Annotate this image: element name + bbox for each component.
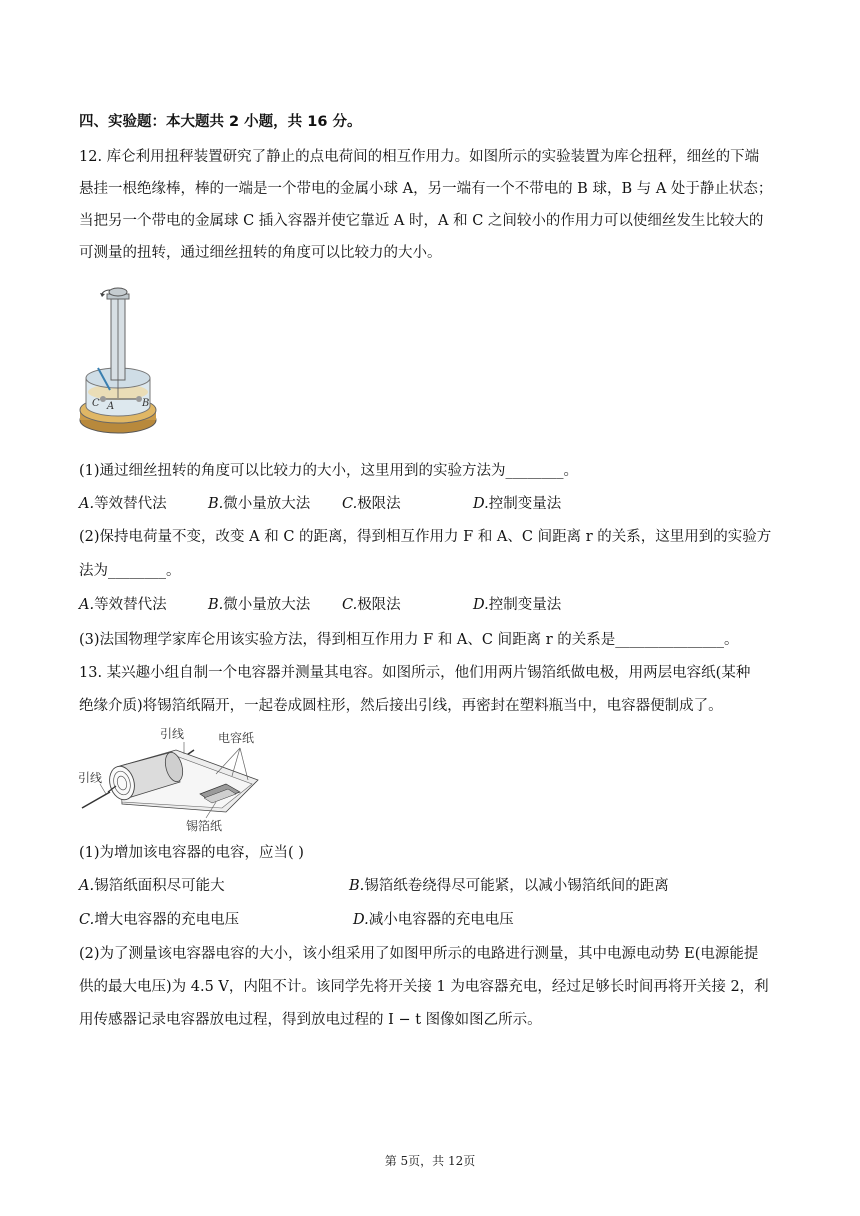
q12-sub1-option-c: C.极限法: [342, 496, 401, 512]
q12-sub2-line-1: (2)保持电荷量不变，改变 A 和 C 的距离，得到相互作用力 F 和 A、C 间距离 r 的关系，这里用到的实验方: [79, 529, 772, 545]
torsion-balance-figure: [76, 282, 160, 444]
q12-sub2-option-a: A.等效替代法: [79, 597, 167, 613]
q13-sub1-option-b: B.锡箔纸卷绕得尽可能紧，以减小锡箔纸间的距离: [349, 878, 669, 894]
q13-sub2-line-1: (2)为了测量该电容器电容的大小，该小组采用了如图甲所示的电路进行测量，其中电源电动势 E(电源能提: [79, 946, 759, 962]
q13-sub1-option-a: A.锡箔纸面积尽可能大: [79, 878, 225, 894]
q13-sub1-option-c: C.增大电容器的充电电压: [79, 912, 240, 928]
label-b: B: [142, 398, 150, 409]
q13-sub2-line-3: 用传感器记录电容器放电过程，得到放电过程的 I − t 图像如图乙所示。: [79, 1012, 542, 1028]
q12-sub3: (3)法国物理学家库仑用该实验方法，得到相互作用力 F 和 A、C 间距离 r 的关系是_______________。: [79, 632, 739, 648]
q12-line-2: 悬挂一根绝缘棒，棒的一端是一个带电的金属小球 A，另一端有一个不带电的 B 球，B 与 A 处于静止状态；: [79, 181, 773, 197]
q12-sub2-option-c: C.极限法: [342, 597, 401, 613]
q13-line-1: 13. 某兴趣小组自制一个电容器并测量其电容。如图所示，他们用两片锡箔纸做电极，用两层电容纸(某种: [79, 665, 751, 681]
q12-line-1: 12. 库仑利用扭秤装置研究了静止的点电荷间的相互作用力。如图所示的实验装置为库仑扭秤，细丝的下端: [79, 149, 760, 165]
label-tin-foil: 锡箔纸: [186, 819, 223, 833]
capacitor-roll-figure: [76, 722, 276, 834]
q13-line-2: 绝缘介质)将锡箔纸隔开，一起卷成圆柱形，然后接出引线，再密封在塑料瓶当中，电容器便制成了。: [79, 698, 723, 714]
section-heading: 四、实验题：本大题共 2 小题，共 16 分。: [79, 114, 362, 130]
label-lead-left: 引线: [78, 771, 103, 785]
q13-sub2-line-2: 供的最大电压)为 4.5 V，内阻不计。该同学先将开关接 1 为电容器充电，经过足够长时间再将开关接 2，利: [79, 979, 769, 995]
q12-line-3: 当把另一个带电的金属球 C 插入容器并使它靠近 A 时，A 和 C 之间较小的作用力可以使细丝发生比较大的: [79, 213, 764, 229]
label-a: A: [107, 401, 115, 412]
page-footer: 第 5页，共 12页: [384, 1154, 476, 1168]
label-capacitor-paper: 电容纸: [218, 731, 255, 745]
q12-sub1-option-b: B.微小量放大法: [208, 496, 311, 512]
q12-sub2-option-b: B.微小量放大法: [208, 597, 311, 613]
q12-sub2-option-d: D.控制变量法: [473, 597, 562, 613]
q13-sub1-option-d: D.减小电容器的充电电压: [353, 912, 514, 928]
q12-sub1: (1)通过细丝扭转的角度可以比较力的大小，这里用到的实验方法为________。: [79, 463, 579, 479]
q12-line-4: 可测量的扭转，通过细丝扭转的角度可以比较力的大小。: [79, 245, 442, 261]
q12-sub1-option-a: A.等效替代法: [79, 496, 167, 512]
q12-sub2-line-2: 法为________。: [79, 563, 181, 579]
label-c: C: [92, 398, 100, 409]
q13-sub1: (1)为增加该电容器的电容，应当( ): [79, 845, 304, 861]
q12-sub1-option-d: D.控制变量法: [473, 496, 562, 512]
label-lead-top: 引线: [160, 727, 185, 741]
